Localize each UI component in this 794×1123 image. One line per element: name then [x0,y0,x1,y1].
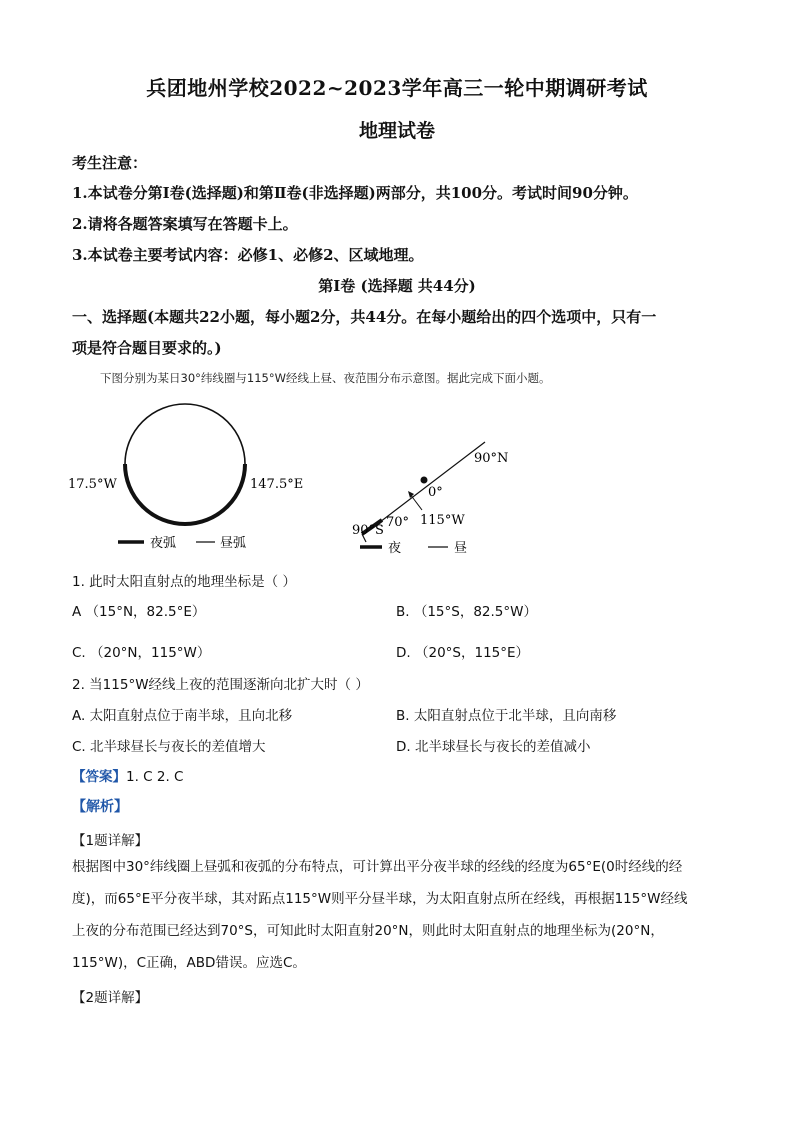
label-115w: 115°W [420,513,465,528]
legend-day-label: 昼 [454,541,468,556]
detail-1-line-4: 115°W)，C正确，ABD错误。应选C。 [72,955,306,971]
night-arc [125,464,245,524]
detail-2-heading: 【2题详解】 [72,990,149,1006]
question-2-stem: 2. 当115°W经线上夜的范围逐渐向北扩大时（ ） [72,677,369,693]
exam-title: 兵团地州学校2022~2023学年高三一轮中期调研考试 [146,76,648,100]
notice-item-1: 1.本试卷分第Ⅰ卷(选择题)和第Ⅱ卷(非选择题)两部分，共100分。考试时间90分钟。 [72,184,638,202]
meridian-figure [340,430,540,560]
label-17-5w: 17.5°W [68,477,117,492]
paper-subject: 地理试卷 [358,120,435,142]
question-1-option-c: C. （20°N，115°W） [72,645,211,661]
detail-1-line-3: 上夜的分布范围已经达到70°S，可知此时太阳直射20°N，则此时太阳直射点的地理坐标为(20°N， [72,923,664,939]
question-2-option-c: C. 北半球昼长与夜长的差值增大 [72,739,266,755]
notice-item-2: 2.请将各题答案填写在答题卡上。 [72,215,298,233]
question-2-option-a: A. 太阳直射点位于南半球，且向北移 [72,708,293,724]
label-90n: 90°N [474,451,509,466]
question-2-option-b: B. 太阳直射点位于北半球，且向南移 [396,708,617,724]
section-instruction-line1: 一、选择题(本题共22小题，每小题2分，共44分。在每小题给出的四个选项中，只有一 [72,308,657,326]
label-147-5e: 147.5°E [250,477,304,492]
notice-item-3: 3.本试卷主要考试内容：必修1、必修2、区域地理。 [72,246,424,264]
question-1-option-a: A （15°N，82.5°E） [72,604,206,620]
legend-day-label: 昼弧 [220,536,247,551]
question-1-option-b: B. （15°S，82.5°W） [396,604,537,620]
meridian-day-segment [380,442,485,522]
answer-text: 1. C 2. C [126,769,184,785]
label-equator: 0° [428,485,443,500]
section-instruction-line2: 项是符合题目要求的。) [72,339,222,357]
latitude-circle-figure [60,398,320,558]
legend-night-label: 夜 [388,541,402,556]
detail-1-line-2: 度)，而65°E平分夜半球，其对跖点115°W则平分昼半球，为太阳直射点所在经线，再根据115°W经线 [72,891,688,907]
label-70: 70° [386,515,410,530]
section-heading: 第Ⅰ卷 (选择题 共44分) [318,277,476,295]
question-1-stem: 1. 此时太阳直射点的地理坐标是（ ） [72,574,296,590]
answer-tag: 【答案】 [72,769,126,785]
question-2-option-d: D. 北半球昼长与夜长的差值减小 [396,739,591,755]
detail-1-line-1: 根据图中30°纬线圈上昼弧和夜弧的分布特点，可计算出平分夜半球的经线的经度为65°E(0时经线的经 [72,859,683,875]
legend-night-label: 夜弧 [150,536,177,551]
analysis-tag: 【解析】 [72,799,128,815]
figure-intro: 下图分别为某日30°纬线圈与115°W经线上昼、夜范围分布示意图。据此完成下面小题。 [100,371,551,385]
notice-heading: 考生注意： [72,154,148,172]
answer-line [72,765,184,785]
label-90s: 90°S [352,523,384,538]
equator-point [421,477,428,484]
detail-1-heading: 【1题详解】 [72,833,149,849]
question-1-option-d: D. （20°S，115°E） [396,645,530,661]
